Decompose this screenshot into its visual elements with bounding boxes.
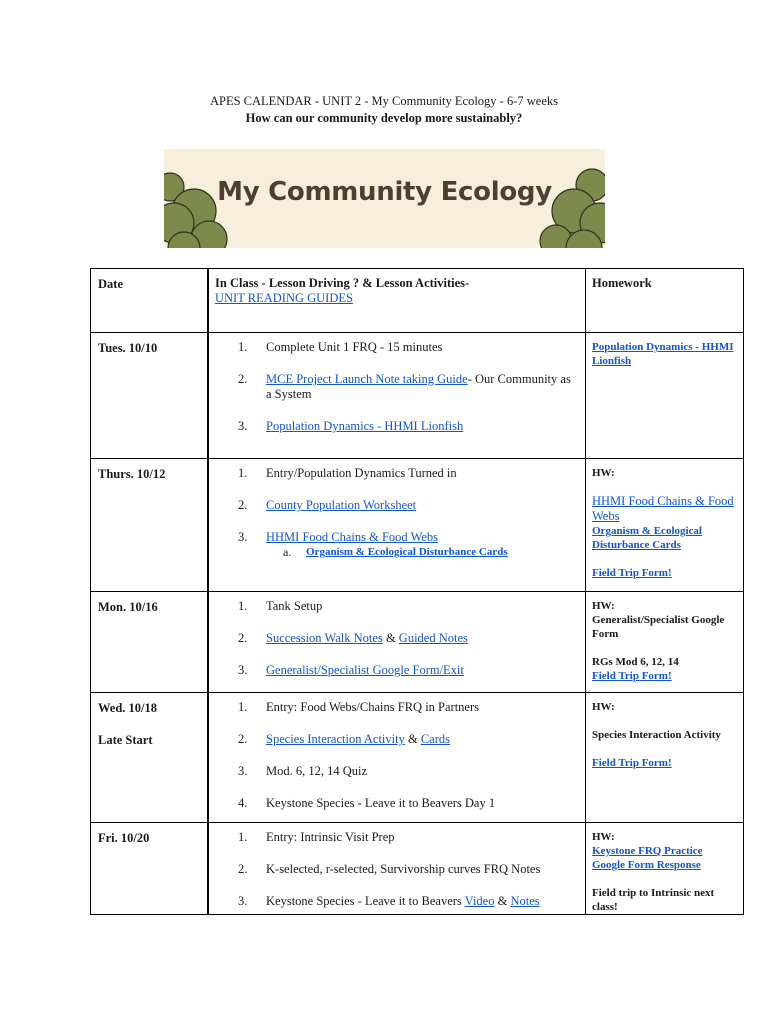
- header-date: Date: [91, 269, 209, 333]
- row-date: Mon. 10/16: [91, 592, 209, 693]
- organism-cards-link[interactable]: Organism & Ecological Disturbance Cards: [306, 546, 508, 558]
- succession-walk-link[interactable]: Succession Walk Notes: [266, 631, 383, 645]
- unit-reading-guides-link[interactable]: UNIT READING GUIDES: [215, 291, 353, 305]
- list-item: 2. K-selected, r-selected, Survivorship curves FRQ Notes: [238, 862, 541, 876]
- list-item: 2. Succession Walk Notes & Guided Notes: [238, 631, 468, 645]
- food-chains-link[interactable]: HHMI Food Chains & Food Webs: [266, 530, 439, 544]
- hw-population-dynamics-link[interactable]: Population Dynamics - HHMI Lionfish: [592, 341, 734, 367]
- table-row: [91, 693, 744, 823]
- row-homework: HW: Generalist/Specialist Google Form RGs Mod 6, 12, 14 Field Trip Form!: [586, 592, 744, 693]
- mce-project-guide-link[interactable]: MCE Project Launch Note taking Guide: [266, 372, 468, 386]
- list-item: 3. Mod. 6, 12, 14 Quiz: [238, 764, 368, 778]
- list-item: 2. MCE Project Launch Note taking Guide- Our Community as a System: [238, 372, 571, 401]
- table-row: [91, 592, 744, 693]
- list-item: 1. Tank Setup: [238, 599, 323, 613]
- row-homework: HW: Species Interaction Activity Field Trip Form!: [586, 693, 744, 823]
- list-item: 3. Generalist/Specialist Google Form/Exit: [238, 663, 464, 677]
- row-date: Thurs. 10/12: [91, 459, 209, 592]
- hw-food-chains-link[interactable]: HHMI Food Chains & Food Webs: [592, 494, 734, 523]
- video-link[interactable]: Video: [464, 894, 495, 908]
- title-block: [0, 93, 768, 127]
- hw-field-trip-link[interactable]: Field Trip Form!: [592, 670, 672, 682]
- table-row: [91, 823, 744, 915]
- list-item: 1. Complete Unit 1 FRQ - 15 minutes: [238, 340, 443, 354]
- hw-keystone-frq-link[interactable]: Keystone FRQ Practice: [592, 845, 703, 857]
- table-row: [91, 333, 744, 459]
- list-item: 3. Population Dynamics - HHMI Lionfish: [238, 419, 464, 433]
- notes-link[interactable]: Notes: [510, 894, 540, 908]
- row-activities: [208, 693, 586, 823]
- banner-title: My Community Ecology: [217, 177, 552, 207]
- row-activities: [208, 592, 586, 693]
- row-homework: HW: Keystone FRQ Practice Google Form Response Field trip to Intrinsic next class!: [586, 823, 744, 915]
- table-row: [91, 459, 744, 592]
- header-in-class-label: In Class - Lesson Driving ? & Lesson Activities-: [215, 276, 470, 290]
- guided-notes-link[interactable]: Guided Notes: [398, 631, 468, 645]
- row-homework: [586, 333, 744, 459]
- generalist-form-link[interactable]: Generalist/Specialist Google Form/Exit: [266, 663, 464, 677]
- row-date: Fri. 10/20: [91, 823, 209, 915]
- cards-link[interactable]: Cards: [420, 732, 451, 746]
- row-activities: [208, 823, 586, 915]
- list-item: 1. Entry/Population Dynamics Turned in: [238, 466, 457, 480]
- row-homework: HW: HHMI Food Chains & Food Webs Organism & Ecological Disturbance Cards Field Trip Form!: [586, 459, 744, 592]
- species-interaction-link[interactable]: Species Interaction Activity: [266, 732, 405, 746]
- sub-list-item: a. Organism & Ecological Disturbance Cards: [283, 545, 508, 559]
- population-dynamics-link[interactable]: Population Dynamics - HHMI Lionfish: [266, 419, 464, 433]
- list-item: 4. Keystone Species - Leave it to Beavers Day 1: [238, 796, 496, 810]
- county-population-link[interactable]: County Population Worksheet: [266, 498, 417, 512]
- row-date: Tues. 10/10: [91, 333, 209, 459]
- list-item: 2. Species Interaction Activity & Cards: [238, 732, 451, 746]
- page-title: APES CALENDAR - UNIT 2 - My Community Ecology - 6-7 weeks: [209, 94, 558, 108]
- row-date: Wed. 10/18 Late Start: [91, 693, 209, 823]
- banner: [164, 149, 605, 248]
- list-item: 1. Entry: Intrinsic Visit Prep: [238, 830, 395, 844]
- table-header-row: [91, 269, 744, 333]
- hw-google-form-link[interactable]: Google Form Response: [592, 859, 701, 871]
- list-item: 1. Entry: Food Webs/Chains FRQ in Partners: [238, 700, 480, 714]
- hw-field-trip-link[interactable]: Field Trip Form!: [592, 567, 672, 579]
- header-homework: Homework: [586, 269, 744, 333]
- row-activities: [208, 333, 586, 459]
- list-item: 2. County Population Worksheet: [238, 498, 417, 512]
- calendar-table: [90, 268, 744, 915]
- header-in-class: [208, 269, 586, 333]
- row-activities: [208, 459, 586, 592]
- hw-field-trip-link[interactable]: Field Trip Form!: [592, 757, 672, 769]
- list-item: 3. Keystone Species - Leave it to Beavers Video & Notes: [238, 894, 540, 908]
- list-item: 3. HHMI Food Chains & Food Webs: [238, 530, 439, 544]
- hw-organism-cards-link[interactable]: Organism & Ecological Disturbance Cards: [592, 525, 702, 551]
- driving-question: How can our community develop more sustainably?: [245, 111, 523, 125]
